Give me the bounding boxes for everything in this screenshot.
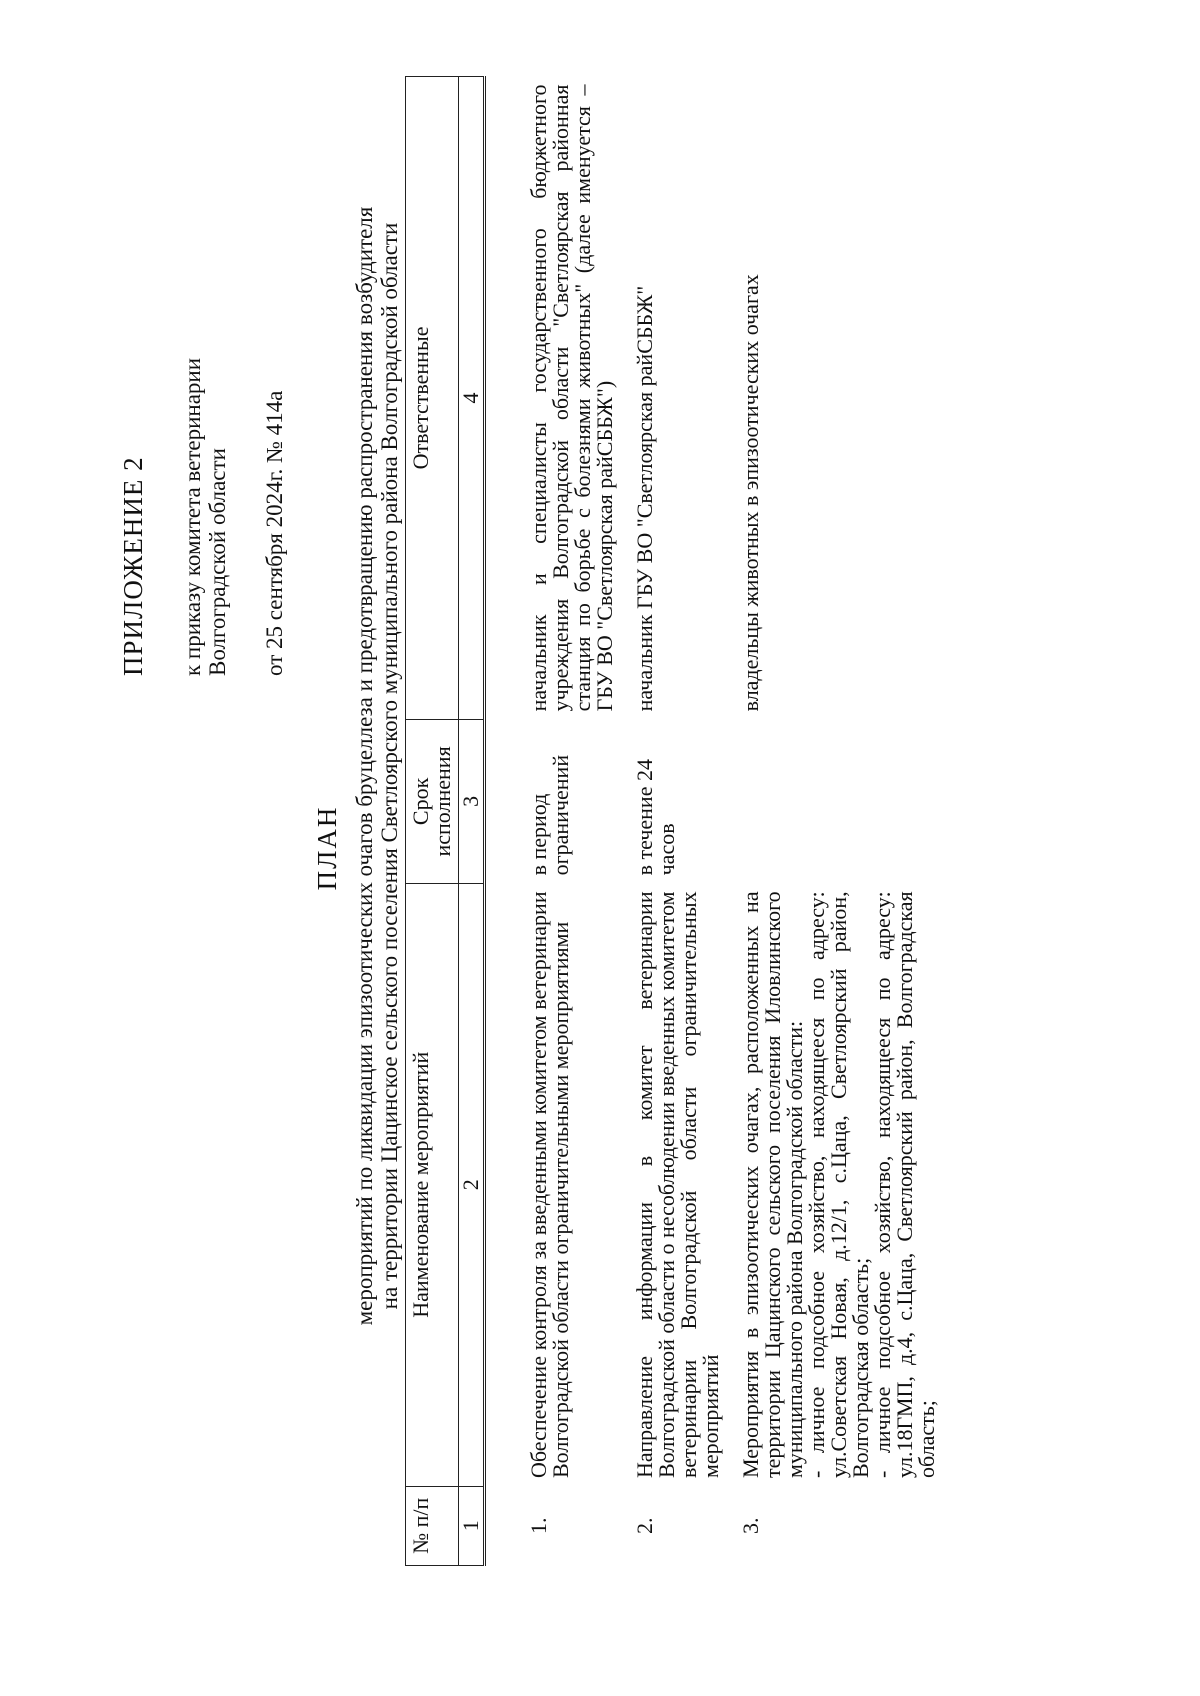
plan-subtitle <box>352 96 402 1436</box>
appendix-order-line: к приказу комитета ветеринарии <box>180 357 205 676</box>
table-row <box>730 77 946 1566</box>
row-activity: Обеспечение контроля за введенными комитетом ветеринарии Волгоградской области ограничительными мероприятиями <box>526 891 573 1479</box>
column-number-1: 1 <box>459 1486 485 1565</box>
appendix-region-line: Волгоградской области <box>205 448 230 676</box>
plan-title: ПЛАН <box>312 805 342 891</box>
row-activity-item: - личное подсобное хозяйство, находящееся по адресу: ул.Советская Новая, д.12/1, с.Цаца, Светлоярский район, Волгоградская область; <box>804 891 873 1479</box>
plan-subtitle-line-2: на территории Цацинское сельского поселения Светлоярского муниципального района Волгоградской области <box>377 222 402 1310</box>
table-column-number-row <box>459 77 485 1566</box>
table-row <box>624 77 730 1566</box>
row-deadline <box>730 719 946 883</box>
column-number-2: 2 <box>459 883 485 1486</box>
row-activity-cell <box>730 883 946 1486</box>
table-row <box>485 77 625 1566</box>
plan-table <box>405 76 946 1566</box>
header-activity: Наименование мероприятий <box>406 883 459 1486</box>
row-responsible: владельцы животных в эпизоотических очагах <box>738 274 763 712</box>
header-responsible: Ответственные <box>406 77 459 720</box>
row-number: 1. <box>526 1517 551 1535</box>
appendix-title: ПРИЛОЖЕНИЕ 2 <box>118 456 148 676</box>
appendix-date: от 25 сентября 2024г. № 414а <box>262 390 287 676</box>
header-number: № п/п <box>406 1486 459 1565</box>
header-deadline: Срок исполнения <box>406 719 459 883</box>
row-activity: Направление информации в комитет ветеринарии Волгоградской области о несоблюдении введенных комитетом ветеринарии Волгоградской области ограничительных мероприятий <box>632 891 723 1479</box>
plan-subtitle-line-1: мероприятий по ликвидации эпизоотических очагов бруцеллеза и предотвращению распространения возбудителя <box>352 206 377 1326</box>
row-responsible: начальник ГБУ ВО "Светлоярская райСББЖ" <box>632 285 657 712</box>
row-number: 2. <box>632 1517 657 1535</box>
column-number-4: 4 <box>459 77 485 720</box>
row-deadline: в течение 24 часов <box>632 759 679 876</box>
table-header-row <box>406 77 459 1566</box>
row-number: 3. <box>738 1517 763 1535</box>
column-number-3: 3 <box>459 719 485 883</box>
row-activity-item: - личное подсобное хозяйство, находящееся по адресу: ул.18ГМП, д.4, с.Цаца, Светлоярский район, Волгоградская область; <box>870 891 939 1479</box>
row-deadline: в период ограничений <box>526 754 573 876</box>
row-activity: Мероприятия в эпизоотических очагах, расположенных на территории Цацинского сельского поселения Иловлинского муниципального района Волгоградской области: <box>738 891 807 1479</box>
row-responsible: начальник и специалисты государственного бюджетного учреждения Волгоградской области "Светлоярская районная станция по борьбе с болезнями животных" (далее именуется – ГБУ ВО "Светлоярская райСББЖ") <box>526 84 617 712</box>
